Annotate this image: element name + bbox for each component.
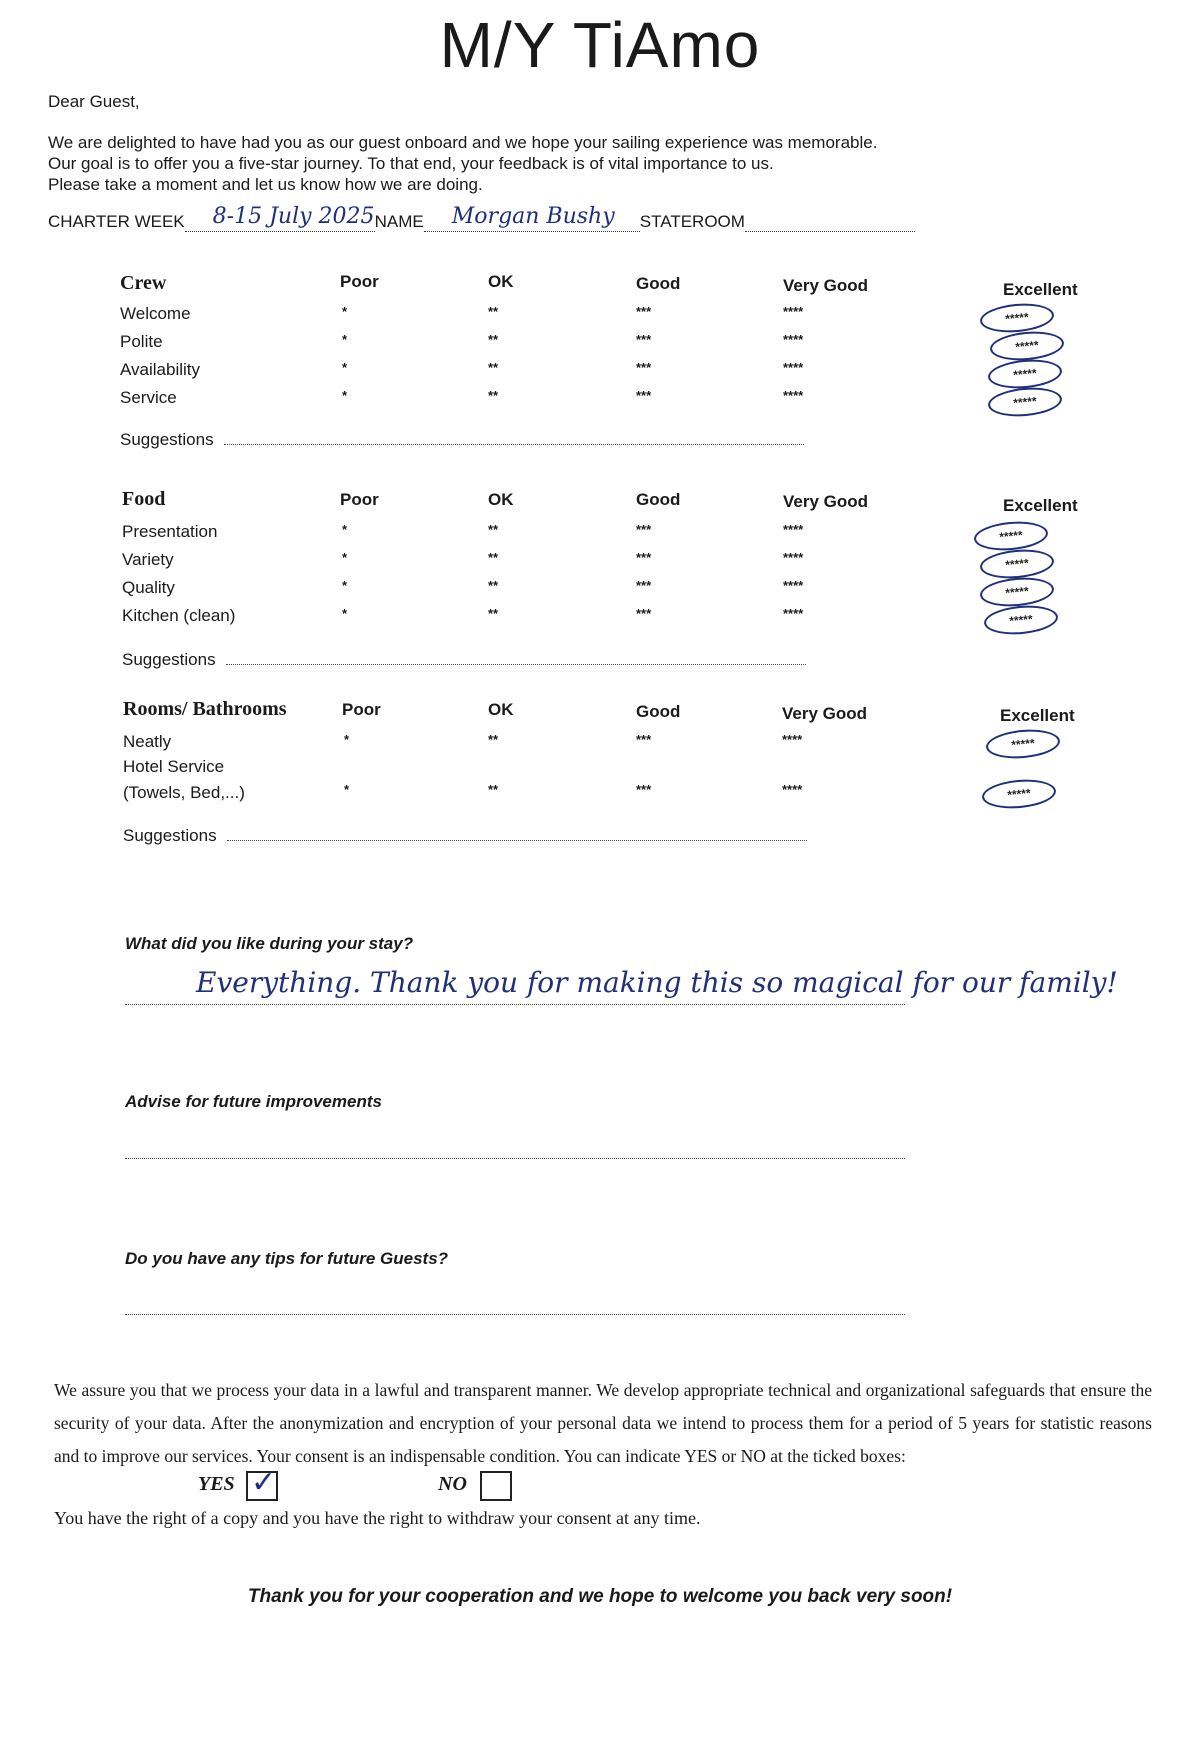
rating-option-very-good[interactable]: **** bbox=[783, 304, 804, 319]
rating-option-good[interactable]: *** bbox=[636, 522, 652, 537]
row-label-polite: Polite bbox=[120, 332, 163, 351]
stateroom-label: STATEROOM bbox=[639, 212, 745, 231]
data-protection-notice: We assure you that we process your data in a lawful and transparent manner. We develop appropriate technical and organizational safeguards that ensure the security of your data. After the anonymization and encryption of your personal data we intend to process them for a period of 5 years for statistic reasons and to improve our services. Your consent is an indispensable condition. You can indicate YES or NO at the ticked boxes: bbox=[54, 1380, 1152, 1466]
improvements-answer-line[interactable] bbox=[125, 1158, 905, 1159]
rating-option-very-good[interactable]: **** bbox=[783, 550, 804, 565]
row-label-quality: Quality bbox=[122, 578, 175, 597]
suggestions-row bbox=[123, 826, 807, 846]
row-label-variety: Variety bbox=[122, 550, 174, 569]
rating-option-excellent-selected[interactable]: ***** bbox=[987, 385, 1063, 419]
rating-option-excellent-selected[interactable]: ***** bbox=[987, 357, 1063, 391]
column-header-very-good: Very Good bbox=[783, 276, 869, 295]
consent-yes-checkbox[interactable] bbox=[246, 1466, 278, 1501]
row-label-hotel-service: Hotel Service (Towels, Bed,...) bbox=[123, 757, 245, 802]
check-mark-icon: ✓ bbox=[251, 1466, 277, 1499]
column-header-poor: Poor bbox=[340, 490, 379, 509]
rating-option-excellent-selected[interactable]: ***** bbox=[983, 603, 1059, 637]
suggestions-label: Suggestions bbox=[120, 430, 214, 449]
liked-answer-line[interactable] bbox=[125, 1004, 905, 1005]
row-label-welcome: Welcome bbox=[120, 304, 191, 323]
column-header-excellent: Excellent bbox=[1000, 706, 1075, 725]
rating-option-very-good[interactable]: **** bbox=[783, 360, 804, 375]
suggestions-field[interactable] bbox=[224, 432, 804, 445]
consent-yes-label: YES bbox=[198, 1473, 235, 1495]
rating-option-very-good[interactable]: **** bbox=[783, 522, 804, 537]
rating-option-ok[interactable]: ** bbox=[488, 360, 499, 375]
column-header-excellent: Excellent bbox=[1003, 496, 1078, 515]
column-header-ok: OK bbox=[488, 272, 514, 291]
charter-week-value: 8-15 July 2025 bbox=[212, 204, 375, 229]
rating-option-excellent-selected[interactable]: ***** bbox=[989, 329, 1065, 363]
column-header-very-good: Very Good bbox=[783, 492, 869, 511]
rating-option-excellent-selected[interactable]: ***** bbox=[985, 727, 1061, 761]
rating-option-ok[interactable]: ** bbox=[488, 304, 499, 319]
charter-week-field[interactable] bbox=[185, 204, 375, 232]
liked-answer-text: Everything. Thank you for making this so magical for our family! bbox=[196, 966, 1118, 999]
rating-option-poor[interactable]: * bbox=[342, 522, 348, 537]
rating-option-excellent-selected[interactable]: ***** bbox=[979, 301, 1055, 335]
consent-no-checkbox[interactable] bbox=[480, 1471, 512, 1501]
row-label-service: Service bbox=[120, 388, 177, 407]
rating-option-poor[interactable]: * bbox=[342, 578, 348, 593]
rating-option-poor[interactable]: * bbox=[342, 332, 348, 347]
rating-option-excellent-selected[interactable]: ***** bbox=[979, 547, 1055, 581]
suggestions-label: Suggestions bbox=[122, 650, 216, 669]
column-header-excellent: Excellent bbox=[1003, 280, 1078, 299]
rating-option-excellent-selected[interactable]: ***** bbox=[979, 575, 1055, 609]
rating-option-ok[interactable]: ** bbox=[488, 550, 499, 565]
rating-option-very-good[interactable]: **** bbox=[783, 606, 804, 621]
column-header-good: Good bbox=[636, 702, 681, 721]
rating-option-ok[interactable]: ** bbox=[488, 606, 499, 621]
header-fields-row bbox=[48, 204, 915, 232]
name-field[interactable] bbox=[424, 204, 640, 232]
rating-option-poor[interactable]: * bbox=[344, 732, 350, 747]
rating-option-ok[interactable]: ** bbox=[488, 522, 499, 537]
column-header-good: Good bbox=[636, 490, 681, 509]
rating-option-very-good[interactable]: **** bbox=[782, 782, 803, 797]
question-tips-label: Do you have any tips for future Guests? bbox=[125, 1249, 449, 1268]
closing-thanks: Thank you for your cooperation and we hope to welcome you back very soon! bbox=[247, 1586, 953, 1607]
rating-option-good[interactable]: *** bbox=[636, 606, 652, 621]
suggestions-row bbox=[120, 430, 804, 450]
rating-option-good[interactable]: *** bbox=[636, 360, 652, 375]
rating-option-ok[interactable]: ** bbox=[488, 578, 499, 593]
row-label-kitchen: Kitchen (clean) bbox=[122, 606, 236, 625]
rating-option-poor[interactable]: * bbox=[342, 606, 348, 621]
intro-line: Please take a moment and let us know how we are doing. bbox=[48, 175, 483, 194]
tips-answer-line[interactable] bbox=[125, 1314, 905, 1315]
section-title: Crew bbox=[120, 272, 167, 294]
rating-option-poor[interactable]: * bbox=[342, 550, 348, 565]
rating-option-poor[interactable]: * bbox=[344, 782, 350, 797]
name-value: Morgan Bushy bbox=[451, 204, 615, 229]
rating-option-good[interactable]: *** bbox=[636, 782, 652, 797]
row-label-neatly: Neatly bbox=[123, 732, 172, 751]
rating-option-excellent-selected[interactable]: ***** bbox=[981, 777, 1057, 811]
column-header-ok: OK bbox=[488, 490, 514, 509]
rating-option-very-good[interactable]: **** bbox=[783, 578, 804, 593]
intro-paragraph bbox=[48, 132, 948, 195]
page-title: M/Y TiAmo bbox=[439, 9, 761, 81]
name-label: NAME bbox=[374, 212, 424, 231]
section-title: Food bbox=[122, 488, 166, 510]
intro-line: Our goal is to offer you a five-star journey. To that end, your feedback is of vital importance to us. bbox=[48, 154, 774, 173]
rating-option-poor[interactable]: * bbox=[342, 388, 348, 403]
rating-option-good[interactable]: *** bbox=[636, 304, 652, 319]
rating-option-very-good[interactable]: **** bbox=[783, 388, 804, 403]
rating-option-poor[interactable]: * bbox=[342, 304, 348, 319]
rating-option-ok[interactable]: ** bbox=[488, 388, 499, 403]
suggestions-label: Suggestions bbox=[123, 826, 217, 845]
rating-option-good[interactable]: *** bbox=[636, 388, 652, 403]
question-improvements-label: Advise for future improvements bbox=[125, 1092, 382, 1111]
suggestions-field[interactable] bbox=[227, 828, 807, 841]
column-header-poor: Poor bbox=[340, 272, 379, 291]
charter-week-label: CHARTER WEEK bbox=[48, 212, 185, 231]
column-header-good: Good bbox=[636, 274, 681, 293]
rating-option-ok[interactable]: ** bbox=[488, 732, 499, 747]
consent-no-label: NO bbox=[438, 1473, 467, 1495]
rating-option-excellent-selected[interactable]: ***** bbox=[973, 519, 1049, 553]
suggestions-row bbox=[122, 650, 806, 670]
rating-option-good[interactable]: *** bbox=[636, 550, 652, 565]
rating-option-good[interactable]: *** bbox=[636, 732, 652, 747]
question-liked-label: What did you like during your stay? bbox=[125, 934, 414, 953]
rights-notice: You have the right of a copy and you have the right to withdraw your consent at any time. bbox=[54, 1508, 701, 1528]
row-label-presentation: Presentation bbox=[122, 522, 218, 541]
rating-option-good[interactable]: *** bbox=[636, 332, 652, 347]
section-title: Rooms/ Bathrooms bbox=[123, 698, 287, 720]
rating-option-good[interactable]: *** bbox=[636, 578, 652, 593]
stateroom-field[interactable] bbox=[745, 213, 915, 232]
rating-option-very-good[interactable]: **** bbox=[783, 332, 804, 347]
suggestions-field[interactable] bbox=[226, 652, 806, 665]
rating-option-ok[interactable]: ** bbox=[488, 782, 499, 797]
column-header-very-good: Very Good bbox=[782, 704, 868, 723]
column-header-poor: Poor bbox=[342, 700, 381, 719]
rating-option-very-good[interactable]: **** bbox=[782, 732, 803, 747]
intro-line: We are delighted to have had you as our guest onboard and we hope your sailing experience was memorable. bbox=[48, 133, 878, 152]
column-header-ok: OK bbox=[488, 700, 514, 719]
greeting: Dear Guest, bbox=[48, 92, 140, 111]
rating-option-poor[interactable]: * bbox=[342, 360, 348, 375]
rating-option-ok[interactable]: ** bbox=[488, 332, 499, 347]
row-label-availability: Availability bbox=[120, 360, 201, 379]
